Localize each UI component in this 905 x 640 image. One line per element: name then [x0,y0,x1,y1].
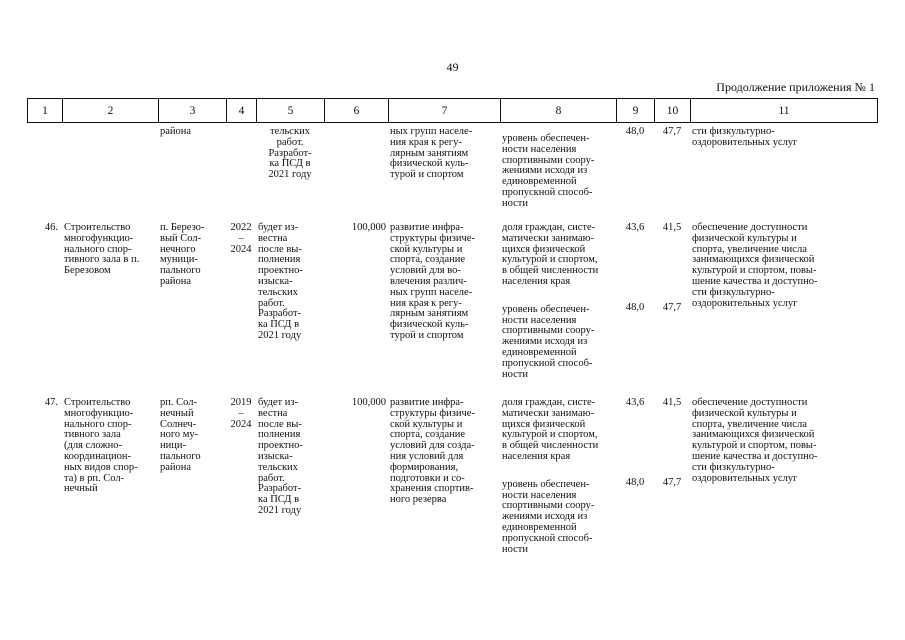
cell-num [27,127,62,210]
table-header [27,98,878,123]
value-10b: 47,7 [662,301,682,313]
header-col-4: 4 [226,99,256,122]
value-9b: 48,0 [625,301,645,313]
expected-result: обеспечение доступности физической культуры и спорта, увеличение числа занимающихся физической культурой и спортом, повы- шение качества и доступно- сти физкультурно- оздоровительных услуг [692,397,818,484]
table-row-continued [27,127,878,210]
cost-value: 100,000 [351,397,386,408]
cell-location: района [160,126,192,137]
indicator-facility-provision: уровень обеспечен- ности населения спортивными соору- жениями исходя из единовременной пропускной способ- ности [502,303,595,380]
object-name: Строительство многофункцио- нального спор- тивного зала в п. Березовом [64,222,140,277]
value-9a: 43,6 [625,397,645,408]
cell-years [226,127,256,210]
header-col-7: 7 [388,99,500,122]
indicators [500,398,616,555]
cost-value: 100,000 [351,222,386,233]
values-col-10 [654,398,690,555]
goal-description: развитие инфра- структуры физиче- ской культуры и спорта, создание условий для во- влечения различ- ных групп населе- ния края к регу- лярным занятиям физической куль- турой и спортом [390,222,475,341]
years-range: 2022 – 2024 [230,222,252,255]
years-range: 2019 – 2024 [230,397,252,430]
indicator-facility-provision: уровень обеспечен- ности населения спортивными соору- жениями исходя из единовременной пропускной способ- ности [502,478,595,555]
values-col-9 [616,223,654,380]
value-9a: 43,6 [625,222,645,233]
cell-value-9: 48,0 [625,126,645,137]
header-col-8: 8 [500,99,616,122]
cell-result: сти физкультурно- оздоровительных услуг [692,126,798,148]
value-10a: 41,5 [662,222,682,233]
header-col-11: 11 [690,99,878,122]
header-col-3: 3 [158,99,226,122]
header-col-10: 10 [654,99,690,122]
value-10b: 47,7 [662,476,682,488]
expected-result: обеспечение доступности физической культуры и спорта, увеличение числа занимающихся физической культурой и спортом, повы- шение качества и доступно- сти физкультурно- оздоровительных услуг [692,222,818,309]
goal-description: развитие инфра- структуры физиче- ской культуры и спорта, создание условий для созда- ния условий для формирования, подготовки и со- хранения спортив- ного резерва [390,397,475,506]
cell-goal: ных групп населе- ния края к регу- лярным занятиям физической куль- турой и спортом [390,126,473,181]
cell-value-10: 47,7 [662,126,682,137]
row-number: 47. [44,397,58,408]
table-row [27,398,878,555]
header-col-1: 1 [27,99,62,122]
cell-cost [324,127,388,210]
cell-indicator: уровень обеспечен- ности населения спортивными соору- жениями исходя из единовременной пропускной способ- ности [502,133,595,209]
cost-status: будет из- вестна после вы- полнения проектно- изыска- тельских работ. Разработ- ка ПСД в 2021 году [258,222,303,341]
table-row [27,223,878,380]
cost-status: будет из- вестна после вы- полнения проектно- изыска- тельских работ. Разработ- ка ПСД в 2021 году [258,397,303,516]
object-location: п. Березо- вый Сол- нечного муници- пального района [160,222,205,287]
page-number: 49 [446,60,459,74]
values-col-9 [616,398,654,555]
object-name: Строительство многофункцио- нального спор- тивного зала (для сложно- координацион- ных видов спор- та) в рп. Сол- нечный [64,397,138,495]
object-location: рп. Сол- нечный Солнеч- ного му- ници- пального района [160,397,201,473]
indicators [500,223,616,380]
row-number: 46. [44,222,58,233]
header-col-5: 5 [256,99,324,122]
indicator-share-citizens: доля граждан, систе- матически занимаю- щихся физической культурой и спортом, в общей численности населения края [502,222,599,287]
value-9b: 48,0 [625,476,645,488]
header-col-9: 9 [616,99,654,122]
values-col-10 [654,223,690,380]
cell-status: тельских работ. Разработ- ка ПСД в 2021 году [268,126,312,181]
header-col-2: 2 [62,99,158,122]
value-10a: 41,5 [662,397,682,408]
cell-object [62,127,158,210]
appendix-continuation-note: Продолжение приложения № 1 [716,80,875,94]
header-col-6: 6 [324,99,388,122]
indicator-share-citizens: доля граждан, систе- матически занимаю- щихся физической культурой и спортом, в общей численности населения края [502,397,599,462]
